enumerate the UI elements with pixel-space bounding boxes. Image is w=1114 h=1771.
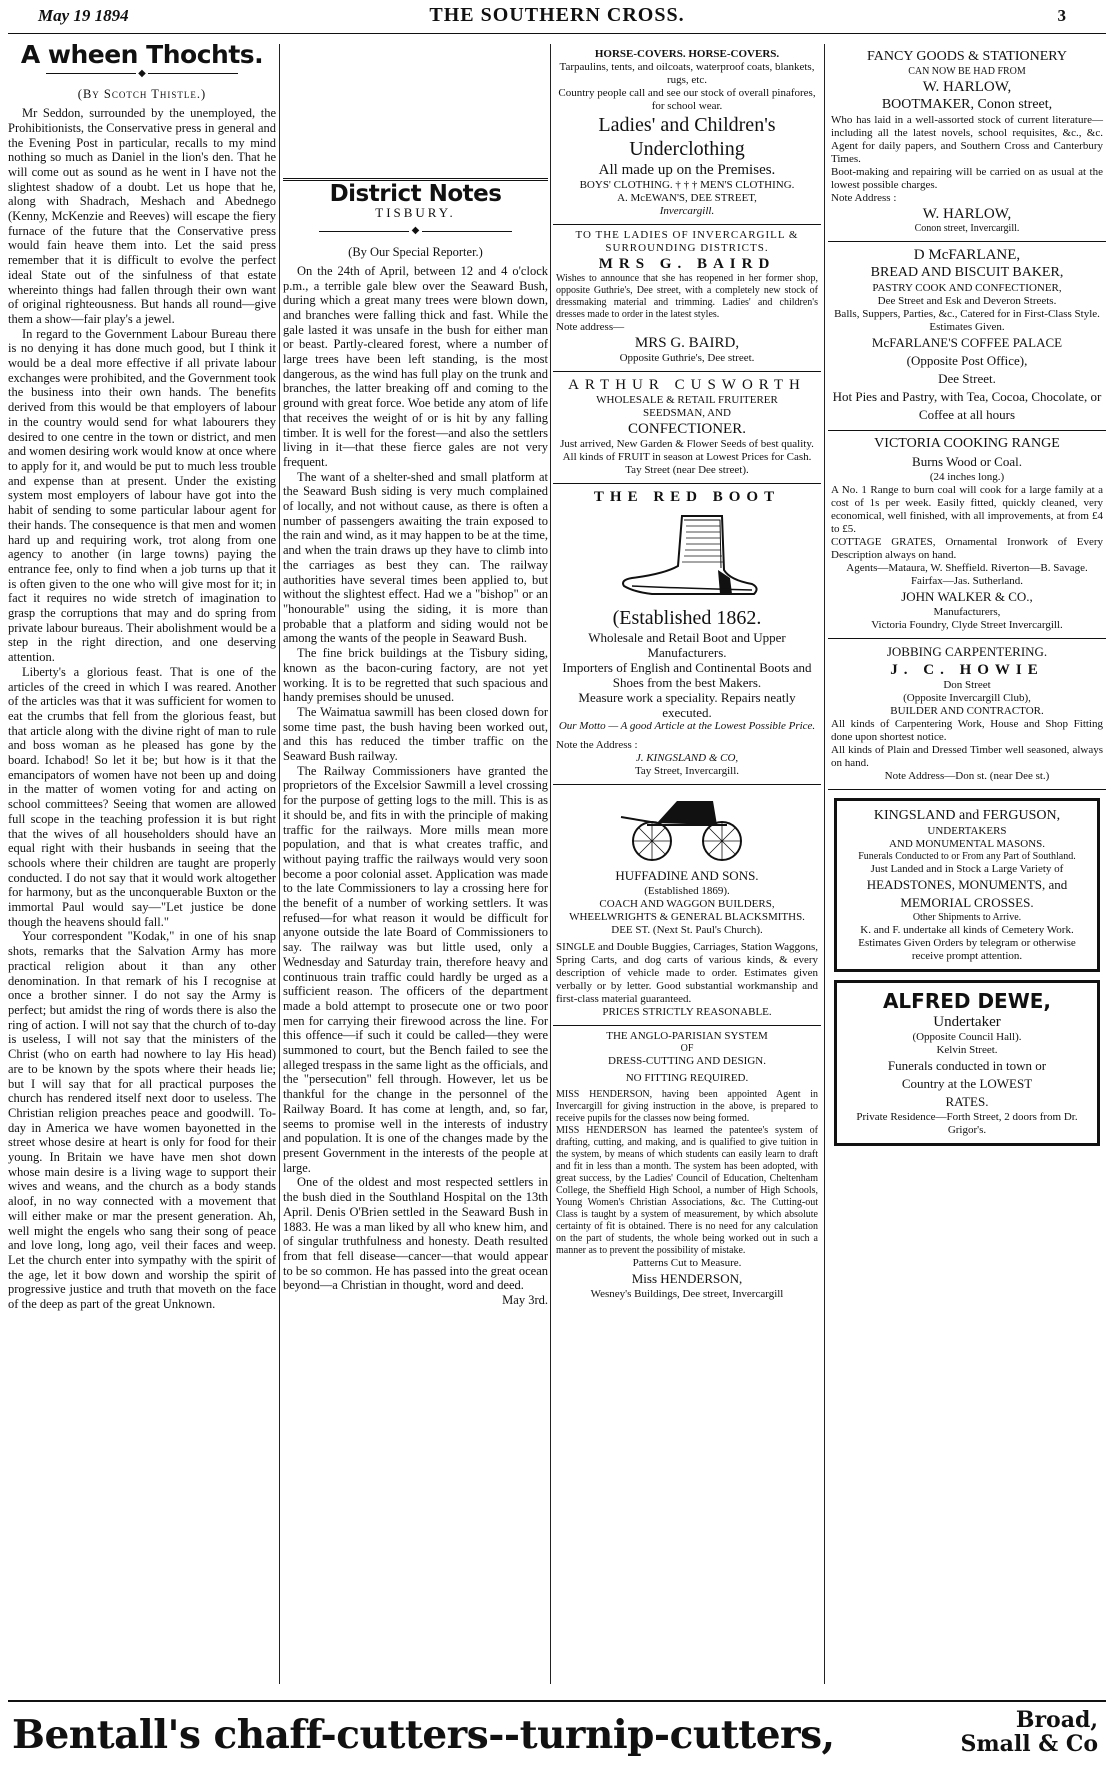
column-4	[828, 44, 1106, 1684]
article-byline: (By Our Special Reporter.)	[348, 245, 483, 260]
ad-text: Our Motto — A good Article at the Lowest Possible Price.	[558, 720, 816, 732]
ad-text: CAN NOW BE HAD FROM	[908, 66, 1026, 77]
ad-address: Dee Street and Esk and Deveron Streets.	[877, 295, 1057, 307]
ad-text: A No. 1 Range to burn coal will cook for a large family at a cost of 1s per week. Easily fitted, quickly cleaned, very economical, well finished, with all improvements, at from £4 to £5.	[831, 484, 1103, 535]
ad-title: KINGSLAND and FERGUSON,	[873, 808, 1061, 823]
ad-text: Manufacturers,	[933, 606, 1001, 618]
article-paragraph: On the 24th of April, between 12 and 4 o'clock p.m., a terrible gale blew over the Seaward Bush, during which a great many trees were blown down, and branches were falling thick and fast. While the gale lasted it was unsafe in the bush for either man or beast. Partly-cleared forest, where a number of large trees have been left standing, is the most dangerous, as the wind has full play on the trunk and branches, the latter breaking off and coming to the ground with great force. Woe betide any atom of life that receives the weight of or is hit by any falling timber. It is well for the forest—and also the settlers living in it—that these fierce gales are not very frequent.	[283, 263, 548, 469]
ad-heading: TO THE LADIES OF INVERCARGILL & SURROUNDING DISTRICTS.	[575, 229, 799, 254]
column-1	[8, 44, 276, 1684]
ad-text: COACH AND WAGGON BUILDERS, WHEELWRIGHTS & GENERAL BLACKSMITHS.	[569, 898, 805, 923]
ad-text: Just arrived, New Garden & Flower Seeds of best quality.	[560, 438, 814, 450]
ad-address: Tay Street (near Dee street).	[625, 464, 749, 476]
ad-title: HUFFADINE AND SONS.	[615, 868, 759, 883]
ad-huffadine	[553, 785, 821, 1026]
ad-address: Tay Street, Invercargill.	[634, 765, 740, 777]
ad-heading: NO FITTING REQUIRED.	[625, 1072, 749, 1084]
ad-heading: FANCY GOODS & STATIONERY	[867, 49, 1067, 64]
ad-address: Invercargill.	[659, 205, 715, 217]
ad-text: CONFECTIONER.	[628, 421, 746, 437]
ad-text: All kinds of Carpentering Work, House and Shop Fitting done upon shortest notice.	[831, 718, 1103, 743]
ad-text: Wholesale and Retail Boot and Upper Manufacturers.	[588, 630, 786, 660]
ad-cusworth	[553, 372, 821, 484]
ad-text: Undertaker	[933, 1014, 1001, 1030]
ad-text: (Established 1869).	[644, 885, 730, 897]
ad-text: BUILDER AND CONTRACTOR.	[890, 705, 1044, 717]
continued-text-spacer	[283, 44, 548, 172]
ad-text: PRICES STRICTLY REASONABLE.	[602, 1006, 772, 1018]
ad-text: Note Address—Don st. (near Dee st.)	[884, 770, 1050, 782]
newspaper-title: THE SOUTHERN CROSS.	[429, 4, 685, 26]
ad-heading: McFARLANE'S COFFEE PALACE	[871, 335, 1063, 350]
ad-firm: J. KINGSLAND & CO,	[635, 752, 739, 764]
banner-main-text: Bentall's chaff-cutters--turnip-cutters,	[12, 1712, 835, 1758]
boot-illustration	[612, 510, 762, 602]
ad-text: Just Landed and in Stock a Large Variety of	[870, 863, 1064, 875]
ad-title: J. C. HOWIE	[890, 662, 1044, 678]
ad-firm: JOHN WALKER & CO.,	[901, 589, 1033, 604]
ad-text: Note Address :	[831, 192, 897, 204]
article-paragraph: In regard to the Government Labour Bureau there is no denying it has done much good, but I think it would be a deal more effective if all private labour exchanges were prohibited, and the Government took the business into their own hands. The benefits derived from this would be that employers of labour in the country would send for what labourers they desired to one centre in the town or district, and men and women desiring work would know at once where to apply for it, and would be put to much less trouble and expense than at present. Under the existing system most employers of labour have got into the habit of sending to some particular labour agent for their hands. The consequence is that men and women hard up and requiring work, trot along from one agency to another (in large towns) paying the entrance fee, only to find when a job turns up that it is often given to the one who will give most for it; in fact it requires no wide stretch of imagination to grasp the corruptions that may and do spring from private labour bureaus. Their abolishment would be a step in the right direction, and one deserving attention.	[8, 326, 276, 665]
ad-address: Victoria Foundry, Clyde Street Invercargill.	[871, 619, 1063, 631]
ad-text: Other Shipments to Arrive.	[912, 912, 1022, 923]
article-title: A wheen Thochts.	[20, 44, 264, 69]
ad-address: Opposite Guthrie's, Dee street.	[619, 352, 755, 364]
article-paragraph: Your correspondent "Kodak," in one of his snap shots, remarks that the Salvation Army has more practical religion about it than any other denomination. In that remark of his I recognise at once a brother sinner. I do not say the Army is perfect; but amidst the ring of words there is also the ring of action. I will not say that the church of to-day is useless, I will not say that the ministers of the Christ (who on earth had nowhere to lay His head) are to be known by the spots where their heads lie; but I will say that for all practical purposes the church has rendered itself next door to useless. The Christian religion preaches peace and goodwill. To-day in America we have women bayonetted in the street whose desire at heart is only for food for their young. In Britain we have have men shot down whose main desire is a living wage to support their wives and weans, and the church as a body stands aloof, in no way connected with a movement that will either make or mar the present generation. Ah, well might the engels who sang their song of peace and love long, long ago, veil their faces and weep. Let the church enter into sympathy with the spirit of the age, let it bow down and worship the spirit of progressive justice and truth that moveth on the face of the deep as part of the great Unknown.	[8, 929, 276, 1312]
ad-mcfarlane	[828, 242, 1106, 431]
column-rule	[824, 44, 825, 1684]
ad-baird	[553, 225, 821, 372]
ad-title: D McFARLANE,	[913, 247, 1021, 263]
ad-address: (Opposite Invercargill Club),	[903, 692, 1031, 704]
ad-address: Kelvin Street.	[936, 1044, 998, 1056]
ad-address: Don Street	[943, 679, 991, 691]
ad-text: (Opposite Post Office),	[906, 353, 1028, 368]
masthead	[0, 0, 1114, 30]
ad-text: Note the Address :	[556, 739, 638, 751]
column-3	[553, 44, 821, 1684]
ad-text: K. and F. undertake all kinds of Cemetery Work. Estimates Given Orders by telegram or otherwise receive prompt attention.	[858, 924, 1076, 962]
ad-text: Agents—Mataura, W. Sheffield. Riverton—B. Savage. Fairfax—Jas. Sutherland.	[846, 562, 1088, 587]
ad-text: (Established 1862.	[612, 607, 762, 629]
ad-text: Patterns Cut to Measure.	[632, 1257, 742, 1269]
ad-text: Hot Pies and Pastry, with Tea, Cocoa, Chocolate, or Coffee at all hours	[832, 389, 1102, 422]
article-paragraph: Liberty's a glorious feast. That is one of the articles of the creed in which I was reared. Another of the articles was that it was sufficient for women to eat the crumbs that fell from the glorious feast, but that article along with the divine right of man to rule and boss woman as he pleased has gone by the board. Ichabod! So let it be; but how is it that the emancipators of women have not been up and doing in the matter of women voting for and acting on school committees? Seeing that women are allowed full scope in the teaching profession it is but right that the wives of all householders should have an equal right with their husbands in seeing that the schools where their children are taught are properly conducted. I do not say that it would work altogether for harmony, but as the unconquerable Buxton or the immortal Paul would say—"Let justice be done though the heavens should fall."	[8, 664, 276, 929]
article-byline: (By Scotch Thistle.)	[77, 87, 207, 102]
ad-text: BOOTMAKER, Conon street,	[881, 97, 1053, 112]
buggy-illustration	[617, 793, 757, 863]
ad-address: Private Residence—Forth Street, 2 doors from Dr. Grigor's.	[856, 1111, 1078, 1136]
ad-text: All kinds of FRUIT in season at Lowest Prices for Cash.	[562, 451, 812, 463]
ad-text: OF	[680, 1043, 694, 1054]
ad-text: Burns Wood or Coal.	[912, 454, 1022, 469]
banner-side-text	[961, 1708, 1099, 1756]
ad-heading: THE ANGLO-PARISIAN SYSTEM	[606, 1030, 768, 1042]
ad-howie	[828, 639, 1106, 790]
ad-text: AND MONUMENTAL MASONS.	[888, 838, 1046, 850]
ad-firm: A. McEWAN'S, DEE STREET,	[617, 192, 757, 204]
ad-title: THE RED BOOT	[593, 489, 781, 505]
ad-henderson	[553, 1026, 821, 1307]
article-paragraph: The fine brick buildings at the Tisbury siding, known as the bacon-curing factory, are not yet working. It is to be regretted that such spacious and handy premises should be unused.	[283, 646, 548, 705]
ad-text: (24 inches long.)	[929, 471, 1005, 483]
ad-text: Measure work a speciality. Repairs neatly executed.	[578, 690, 796, 720]
ad-text: MISS HENDERSON has learned the patentee's system of drafting, cutting, and making, and is qualified to give tuition in the system, by means of which students can easily learn to draft and fit in less than a month. The system has been adopted, with great success, by the Ladies' Council of Education, Cheltenham College, the Sheffield High School, a number of High Schools, Young Women's Christian Associations, &c. The Cutting-out Class is taught by a system of measurement, by which absolute certainty of fit is obtained. There is no need for any calculation on the part of students, the whole being worked out in such a manner as to prevent the possibility of mistake.	[556, 1125, 818, 1256]
article-signoff: May 3rd.	[502, 1293, 548, 1308]
ad-harlow	[828, 44, 1106, 242]
ad-text: Importers of English and Continental Boots and Shoes from the best Makers.	[562, 660, 812, 690]
ad-address: Wesney's Buildings, Dee street, Invercargill	[590, 1288, 784, 1300]
column-rule	[550, 44, 551, 1684]
banner-side-line: Small & Co	[960, 1731, 1098, 1757]
ad-text: All made up on the Premises.	[598, 162, 776, 178]
ad-text: WHOLESALE & RETAIL FRUITERER	[596, 394, 778, 406]
ad-text: Funerals conducted in town or	[887, 1058, 1047, 1073]
page-number: 3	[1057, 6, 1066, 25]
ad-text: Boot-making and repairing will be carried on as usual at the lowest possible charges.	[831, 166, 1103, 191]
ornament-divider: ◆	[8, 67, 276, 82]
ad-text: Country at the LOWEST	[901, 1076, 1033, 1091]
ad-title: ARTHUR CUSWORTH	[568, 377, 806, 393]
ad-heading: HEADSTONES, MONUMENTS, and MEMORIAL CROSSES.	[866, 877, 1068, 910]
ad-text: Dee Street.	[938, 371, 996, 386]
column-rule	[279, 44, 280, 1684]
ad-text: RATES.	[945, 1094, 989, 1109]
article-paragraph: Mr Seddon, surrounded by the unemployed, the Prohibitionists, the Conservative press in general and the Evening Post in particular, recalls to my mind nothing so much as Daniel in the lion's den. That he will come out as sound as he went in I have not the slightest shadow of a doubt. Let us hope that he, along with Shadrach, Meshach and Abednego (Kenny, McKenzie and Reeves) will escape the fiery furnace of the future that the Conservative press would fain heave them into. Let the said press remember that it is difficult to evolve the perfect ideal State out of the sinfulness of that estate whereinto things had fallen through their own want of original righteousness. But hands all round—give them a show—fair play's a jewel.	[8, 106, 276, 326]
masthead-rule	[8, 33, 1106, 34]
ad-text: SINGLE and Double Buggies, Carriages, Station Waggons, Spring Carts, and dog carts of various kinds, & every description of vehicle made to order. Estimates given verbally or by letter. Good substantial workmanship and first-class material guaranteed.	[556, 941, 818, 1005]
ad-text: MISS HENDERSON, having been appointed Agent in Invercargill for giving instruction in the above, is prepared to receive pupils for the classes now being formed.	[556, 1089, 818, 1124]
issue-date: May 19 1894	[38, 6, 129, 25]
ad-text: (Opposite Council Hall).	[912, 1031, 1022, 1043]
ad-title: VICTORIA COOKING RANGE	[874, 436, 1060, 451]
ad-text: BOYS' CLOTHING. † † † MEN'S CLOTHING.	[579, 179, 795, 191]
ad-text: SEEDSMAN, AND	[642, 407, 731, 419]
ad-text: UNDERTAKERS	[927, 825, 1007, 837]
ad-heading: DRESS-CUTTING AND DESIGN.	[608, 1055, 766, 1067]
ad-text: BREAD AND BISCUIT BAKER,	[870, 265, 1064, 280]
ad-address: Conon street, Invercargill.	[914, 223, 1020, 234]
ad-text: Country people call and see our stock of overall pinafores, for school wear.	[558, 87, 816, 112]
ornament-divider: ◆	[283, 224, 548, 239]
ad-title: W. HARLOW,	[922, 79, 1012, 95]
ad-text: Tarpaulins, tents, and oilcoats, waterproof coats, blankets, rugs, etc.	[559, 61, 815, 86]
ad-title: MRS G. BAIRD	[598, 256, 776, 272]
article-paragraph: One of the oldest and most respected settlers in the bush died in the Southland Hospital on the 13th April. Denis O'Brien settled in the Seaward Bush in 1883. He was a man liked by all who knew him, and of singular truthfulness and honesty. Death resulted from that fell disease—cancer—that would appear to be so common. He has passed into the great ocean beyond—a Christian in thought, word and deed.	[283, 1175, 548, 1293]
ad-dewe	[834, 980, 1100, 1146]
ad-text: All kinds of Plain and Dressed Timber well seasoned, always on hand.	[831, 744, 1103, 769]
ad-mcewan	[553, 44, 821, 225]
ad-red-boot	[553, 484, 821, 785]
ad-text: Balls, Suppers, Parties, &c., Catered for in First-Class Style. Estimates Given.	[834, 308, 1100, 333]
article-paragraph: The Waimatua sawmill has been closed down for some time past, the bush having been worked out, and this has reduced the timber traffic on the Seaward Bush railway.	[283, 704, 548, 764]
ad-address: DEE ST. (Next St. Paul's Church).	[611, 924, 763, 936]
ad-text: Funerals Conducted to or From any Part of Southland.	[858, 851, 1076, 862]
ad-text: PASTRY COOK AND CONFECTIONER,	[872, 282, 1062, 294]
article-title: District Notes	[329, 181, 502, 207]
ad-firm: W. HARLOW,	[922, 206, 1012, 222]
article-subtitle: TISBURY.	[375, 204, 456, 220]
ad-text: Who has laid in a well-assorted stock of current literature—including all the latest novels, school requisites, &c., &c. Agent for daily papers, and Southern Cross and Canterbury Times.	[831, 114, 1103, 165]
banner-side-line: Broad,	[1015, 1707, 1098, 1733]
article-paragraph: The Railway Commissioners have granted the proprietors of the Excelsior Sawmill a level crossing for the purpose of getting logs to the mill. This is as it should be, and fits in with the principle of making traffic for the railways. More mills mean more population, and that is what creates traffic, and without paying traffic the railways would very soon become a poor colonial asset. Application was made to the late Commissioners to lay a crossing here for the benefit of a number of working settlers. It was refused—for what reason it would be difficult for anyone outside the late Board of Commissioners to say. The railway was but little used, only a Wednesday and Saturday train, therefore heavy and continuous train traffic could hardly be urged as a sufficient reason. The officers of the department made a bold attempt to prosecute one or two poor men for carrying their firewood across the line. For this offence—if such it could be called—they were summoned to court, but the Bench failed to see the alleged trespass in the same light as the officials, and the "persecution" fell through. However, let us be thankful for the change in the personnel of the Railway Board. It has come at length, and, so far, seems to promise well in the interests of industry and population. It is one of the changes made by the present Government in the interests of the people at large.	[283, 763, 548, 1175]
ad-title: ALFRED DEWE,	[882, 989, 1052, 1013]
ad-kingsland-ferguson	[834, 798, 1100, 972]
article-paragraph: The want of a shelter-shed and small platform at the Seaward Bush siding is very much complained of locally, and not without cause, as there is often a number of passengers awaiting the train exposed to the rain and wind, as it may happen to be at the time, and when the train draws up they have to climb into the carriages as best they can. The railway authorities have several times been applied to, but without the slightest effect. Had we a "bishop" or an "honourable" using the siding, it is more than probable that a platform and siding would not be among the wants of the people in Seaward Bush.	[283, 469, 548, 646]
ad-firm: MRS G. BAIRD,	[634, 335, 740, 351]
ad-title: Ladies' and Children's	[598, 114, 776, 136]
ad-victoria-range	[828, 431, 1106, 639]
ad-text: Note address—	[556, 321, 625, 333]
ad-text: COTTAGE GRATES, Ornamental Ironwork of Every Description always on hand.	[831, 536, 1103, 561]
ad-firm: Miss HENDERSON,	[631, 1271, 743, 1286]
footer-banner-ad	[8, 1700, 1106, 1764]
ad-heading: JOBBING CARPENTERING.	[886, 644, 1048, 659]
column-2	[283, 44, 548, 1684]
ad-title: Underclothing	[629, 138, 745, 160]
ad-text: Wishes to announce that she has reopened in her former shop, opposite Guthrie's, Dee street, with a completely new stock of dressmaking material and trimming. Ladies' and children's dresses made to order in the latest styles.	[556, 273, 818, 320]
ad-heading: HORSE-COVERS. HORSE-COVERS.	[594, 48, 780, 60]
